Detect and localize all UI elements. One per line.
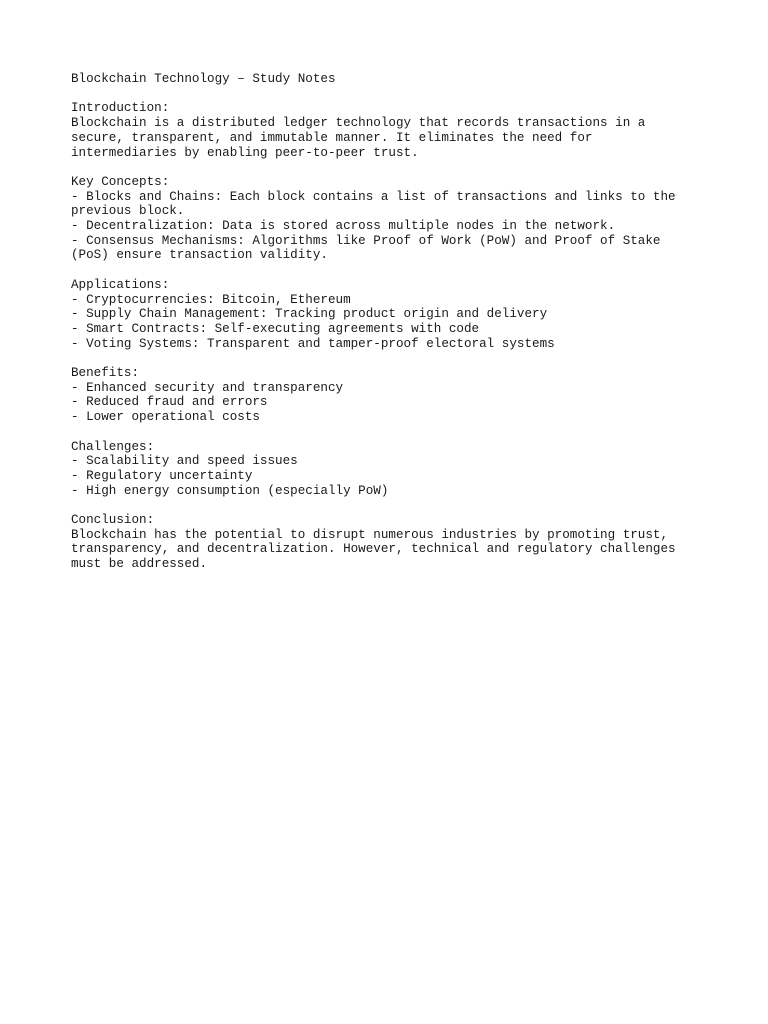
spacer <box>71 425 711 440</box>
section-benefits <box>71 366 711 425</box>
section-line: - Voting Systems: Transparent and tamper-proof electoral systems <box>71 336 555 351</box>
section-introduction <box>71 101 711 160</box>
spacer <box>71 263 711 278</box>
section-conclusion <box>71 513 711 572</box>
section-line: - Consensus Mechanisms: Algorithms like Proof of Work (PoW) and Proof of Stake <box>71 233 661 248</box>
section-line: - Lower operational costs <box>71 410 260 425</box>
section-heading: Key Concepts: <box>71 174 170 189</box>
section-line: (PoS) ensure transaction validity. <box>71 248 328 263</box>
section-challenges <box>71 440 711 499</box>
section-line: intermediaries by enabling peer-to-peer trust. <box>71 145 419 160</box>
section-line: secure, transparent, and immutable manner. It eliminates the need for <box>71 130 593 145</box>
document-page <box>71 72 711 572</box>
section-heading: Applications: <box>71 277 170 292</box>
section-line: - Reduced fraud and errors <box>71 395 268 410</box>
spacer <box>71 160 711 175</box>
section-line: - Supply Chain Management: Tracking product origin and delivery <box>71 307 548 322</box>
section-applications <box>71 278 711 352</box>
section-line: transparency, and decentralization. However, technical and regulatory challenges <box>71 542 676 557</box>
section-line: Blockchain is a distributed ledger technology that records transactions in a <box>71 116 646 131</box>
section-line: - Smart Contracts: Self-executing agreements with code <box>71 321 480 336</box>
section-line: Blockchain has the potential to disrupt numerous industries by promoting trust, <box>71 527 669 542</box>
document-title: Blockchain Technology – Study Notes <box>71 72 336 86</box>
section-heading: Introduction: <box>71 101 170 116</box>
section-line: - Blocks and Chains: Each block contains a list of transactions and links to the <box>71 189 676 204</box>
section-line: - High energy consumption (especially PoW) <box>71 483 389 498</box>
spacer <box>71 87 711 102</box>
section-line: - Enhanced security and transparency <box>71 380 344 395</box>
spacer <box>71 498 711 513</box>
section-heading: Benefits: <box>71 366 140 380</box>
section-line: - Scalability and speed issues <box>71 454 298 469</box>
section-heading: Conclusion: <box>71 513 155 527</box>
section-line: must be addressed. <box>71 557 208 572</box>
section-key-concepts <box>71 175 711 263</box>
section-heading: Challenges: <box>71 439 155 454</box>
section-line: - Regulatory uncertainty <box>71 468 253 483</box>
section-line: - Decentralization: Data is stored across multiple nodes in the network. <box>71 219 616 233</box>
section-line: previous block. <box>71 204 185 219</box>
spacer <box>71 351 711 366</box>
section-line: - Cryptocurrencies: Bitcoin, Ethereum <box>71 292 351 307</box>
